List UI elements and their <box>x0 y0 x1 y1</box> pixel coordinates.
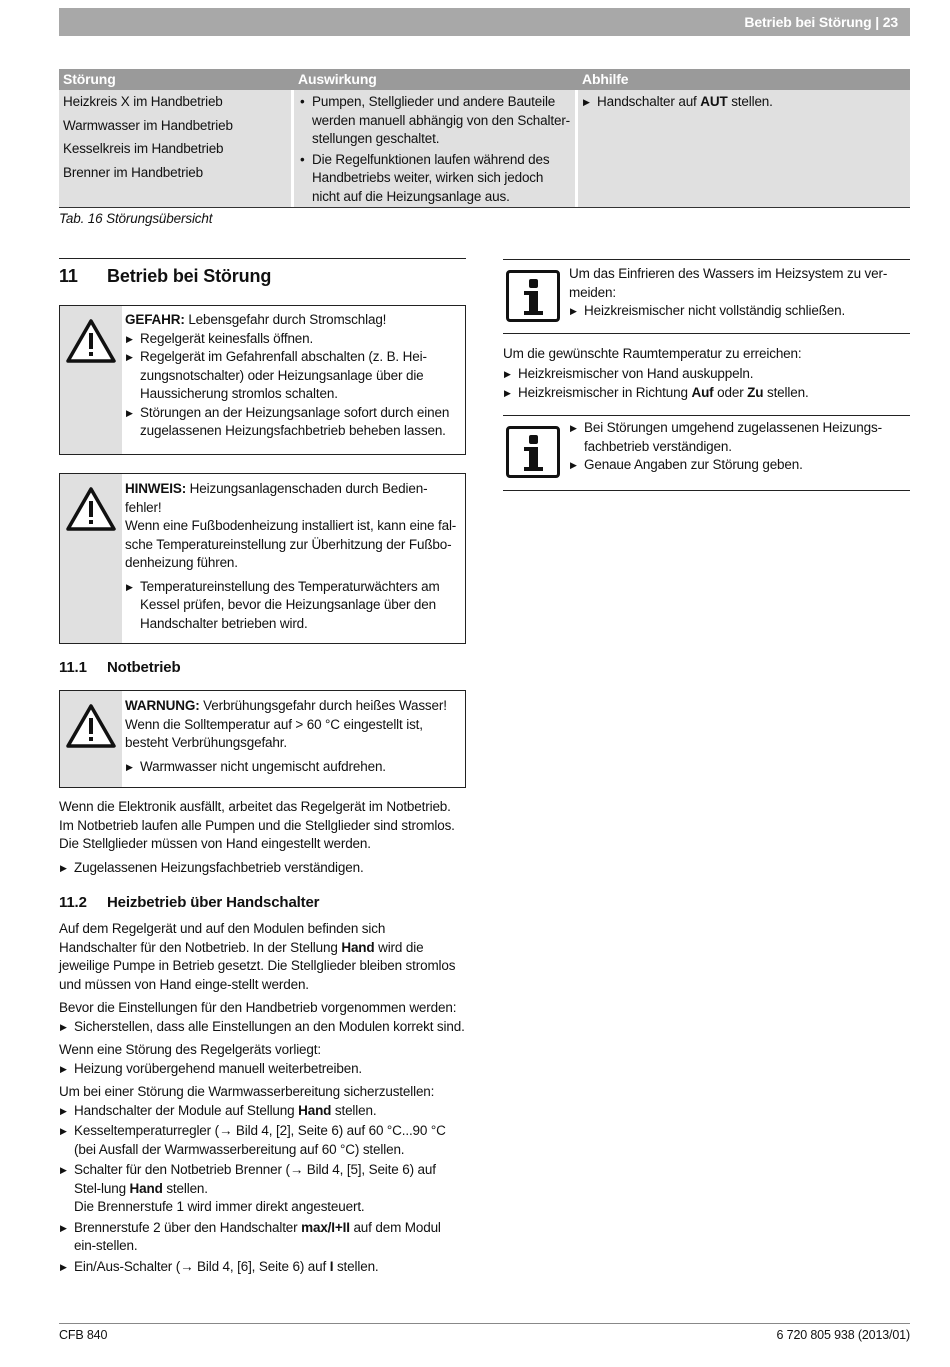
info-1-body <box>569 265 909 321</box>
fault-text: Wenn eine Störung des Regelgeräts vorliegt: <box>59 1042 321 1057</box>
table-cell-auswirkung <box>294 90 575 207</box>
danger-step: ▶ Regelgerät im Gefahrenfall abschalten (z. B. Hei-zungsnotschalter) oder Heizungsanlage über die Haussicherung stromlos schalten. <box>125 348 457 404</box>
abhilfe-text: Handschalter auf <box>597 94 697 109</box>
notice-side <box>60 306 122 454</box>
info-icon <box>506 426 560 478</box>
stoerung-item: Heizkreis X im Handbetrieb <box>63 94 223 109</box>
stoerung-item: Warmwasser im Handbetrieb <box>63 117 233 133</box>
danger-step: ▶ Regelgerät keinesfalls öffnen. <box>125 330 457 349</box>
ww-step-note: Die Brennerstufe 1 wird immer direkt angesteuert. <box>74 1199 365 1214</box>
ww-step <box>59 1161 466 1217</box>
stoerung-item: Brenner im Handbetrieb <box>63 164 204 180</box>
auswirkung-item: • Pumpen, Stellglieder und andere Bauteile werden manuell abhängig von den Schalter-stellungen geschaltet. <box>298 93 571 149</box>
ww-step-text: stellen. <box>336 1258 379 1274</box>
table-header-abhilfe: Abhilfe <box>582 71 629 87</box>
warning-triangle-icon <box>65 486 117 532</box>
ww-step-bold: I <box>329 1258 334 1274</box>
room-step-text: oder <box>717 385 744 400</box>
danger-heading <box>125 311 457 330</box>
table-caption: Tab. 16 Störungsübersicht <box>59 211 213 226</box>
before-text: Bevor die Einstellungen für den Handbetrieb vorgenommen werden: <box>59 1000 457 1015</box>
info-rule <box>503 259 910 260</box>
handschalter-intro <box>59 920 466 994</box>
room-step-text: Heizkreismischer in Richtung <box>518 385 688 400</box>
notbetrieb-step: ▶ Zugelassenen Heizungsfachbetrieb verständigen. <box>59 859 466 878</box>
warnung-label: WARNUNG: <box>125 698 200 713</box>
warning-triangle-icon <box>65 318 117 364</box>
ww-step-bold: max/I+II <box>301 1219 350 1235</box>
hinweis-label: HINWEIS: <box>125 481 187 496</box>
warnung-paragraph: Wenn die Solltemperatur auf > 60 °C eingestellt ist, besteht Verbrühungsgefahr. <box>125 716 423 750</box>
hinweis-text: Heizungsanlagenschaden durch Bedien-fehler! <box>125 481 428 515</box>
info-1-step: ▶ Heizkreismischer nicht vollständig schließen. <box>569 302 909 321</box>
footer-left: CFB 840 <box>59 1328 108 1342</box>
section-11-1-title: Notbetrieb <box>107 659 181 676</box>
hinweis-notice <box>59 473 466 644</box>
notice-body <box>125 480 457 633</box>
info-rule <box>503 415 910 416</box>
section-11-2-title: Heizbetrieb über Handschalter <box>107 894 320 911</box>
hinweis-paragraph: Wenn eine Fußbodenheizung installiert ist, kann eine fal-sche Temperatureinstellung zur Überhitzung der Fußbo-denheizung führen. <box>125 518 457 570</box>
info-2-body <box>569 419 909 475</box>
info-icon <box>506 270 560 322</box>
ww-step-text: stellen. <box>166 1180 208 1196</box>
ww-step-text: auf dem Modul ein-stellen. <box>74 1219 441 1253</box>
ww-step <box>59 1219 466 1256</box>
before-step: ▶ Sicherstellen, dass alle Einstellungen an den Modulen korrekt sind. <box>59 1018 466 1037</box>
table-row <box>59 90 910 208</box>
warnung-text: Verbrühungsgefahr durch heißes Wasser! <box>203 698 447 713</box>
warnung-notice <box>59 690 466 788</box>
intro-text: Auf dem Regelgerät und auf den Modulen befinden sich Handschalter für den Notbetrieb. In der Stellung <box>59 921 386 955</box>
room-step-bold: Zu <box>747 385 764 400</box>
notice-body <box>125 697 457 776</box>
notbetrieb-text <box>59 798 466 877</box>
notice-side <box>60 691 122 787</box>
notice-side <box>60 474 122 643</box>
info-1-text: Um das Einfrieren des Wassers im Heizsystem zu ver-meiden: <box>569 266 888 300</box>
notbetrieb-paragraph: Wenn die Elektronik ausfällt, arbeitet das Regelgerät im Notbetrieb. Im Notbetrieb laufen alle Pumpen und die Stellglieder sind stromlos. Die Stellglieder müssen von Hand eingestellt werden. <box>59 799 455 851</box>
table-cell-abhilfe <box>578 90 910 207</box>
notice-body <box>125 311 457 441</box>
danger-label: GEFAHR: <box>125 312 185 327</box>
room-temp-text <box>503 345 910 403</box>
ww-step-text: stellen. <box>334 1102 377 1118</box>
ww-step-text: Schalter für den Notbetrieb Brenner (→ Bild 4, [5], Seite 6) auf Stel-lung <box>74 1162 436 1196</box>
hinweis-step: ▶ Temperatureinstellung des Temperaturwächters am Kessel prüfen, bevor die Heizungsanlage über den Handschalter betrieben wird. <box>125 578 457 634</box>
room-step <box>503 384 910 403</box>
header-title: Betrieb bei Störung <box>744 14 872 30</box>
handschalter-text <box>59 920 466 1276</box>
warnung-step: ▶ Warmwasser nicht ungemischt aufdrehen. <box>125 758 457 777</box>
ww-step: ▶ Kesseltemperaturregler (→ Bild 4, [2], Seite 6) auf 60 °C...90 °C (bei Ausfall der Warmwasserbereitung auf 60 °C) stellen. <box>59 1122 466 1159</box>
hinweis-heading <box>125 480 457 517</box>
table-header-auswirkung: Auswirkung <box>298 71 377 87</box>
info-2-step: ▶ Bei Störungen umgehend zugelassenen Heizungs-fachbetrieb verständigen. <box>569 419 909 456</box>
room-step: ▶ Heizkreismischer von Hand auskuppeln. <box>503 365 910 384</box>
stoerung-item: Kesselkreis im Handbetrieb <box>63 141 224 156</box>
intro-bold: Hand <box>341 939 375 955</box>
danger-text: Lebensgefahr durch Stromschlag! <box>188 312 387 327</box>
abhilfe-step <box>582 93 906 112</box>
fault-step: ▶ Heizung vorübergehend manuell weiterbetreiben. <box>59 1060 466 1079</box>
abhilfe-text: stellen. <box>731 94 773 109</box>
table-cell-stoerung <box>59 90 291 207</box>
info-2-step: ▶ Genaue Angaben zur Störung geben. <box>569 456 909 475</box>
ww-text: Um bei einer Störung die Warmwasserbereitung sicherzustellen: <box>59 1084 435 1099</box>
abhilfe-bold: AUT <box>700 94 728 109</box>
footer-rule <box>59 1323 910 1324</box>
footer-right: 6 720 805 938 (2013/01) <box>776 1328 910 1342</box>
intro-text: wird die jeweilige Pumpe in Betrieb gesetzt. Die Stellglieder bleiben stromlos und müssen von Hand einge-stellt werden. <box>59 939 456 992</box>
page-header: Betrieb bei Störung | 23 <box>59 8 910 36</box>
warning-triangle-icon <box>65 703 117 749</box>
danger-step: ▶ Störungen an der Heizungsanlage sofort durch einen zugelassenen Heizungsfachbetrieb beheben lassen. <box>125 404 457 441</box>
table-header <box>59 69 910 90</box>
section-11-2-number: 11.2 <box>59 894 87 911</box>
ww-step-text: Handschalter der Module auf Stellung <box>74 1102 295 1118</box>
ww-step-bold: Hand <box>298 1102 332 1118</box>
ww-step <box>59 1258 466 1277</box>
ww-step-text: Brennerstufe 2 über den Handschalter <box>74 1219 298 1235</box>
room-text: Um die gewünschte Raumtemperatur zu erreichen: <box>503 346 802 361</box>
section-rule <box>59 258 466 259</box>
section-11-1-number: 11.1 <box>59 659 87 676</box>
warnung-heading <box>125 697 457 716</box>
ww-step-bold: Hand <box>129 1180 163 1196</box>
room-step-bold: Auf <box>691 385 714 400</box>
section-11-number: 11 <box>59 266 78 286</box>
danger-notice <box>59 305 466 455</box>
page-number: 23 <box>882 14 898 30</box>
auswirkung-item: • Die Regelfunktionen laufen während des Handbetriebs weiter, wirken sich jedoch nicht auf die Heizungsanlage aus. <box>298 151 571 207</box>
info-rule <box>503 490 910 491</box>
section-11-title: Betrieb bei Störung <box>107 266 272 286</box>
ww-step-text: Ein/Aus-Schalter (→ Bild 4, [6], Seite 6) auf <box>74 1258 327 1274</box>
fault-table <box>59 69 910 208</box>
info-rule <box>503 333 910 334</box>
room-step-text: stellen. <box>766 385 809 400</box>
ww-step <box>59 1102 466 1121</box>
table-header-stoerung: Störung <box>63 71 116 87</box>
